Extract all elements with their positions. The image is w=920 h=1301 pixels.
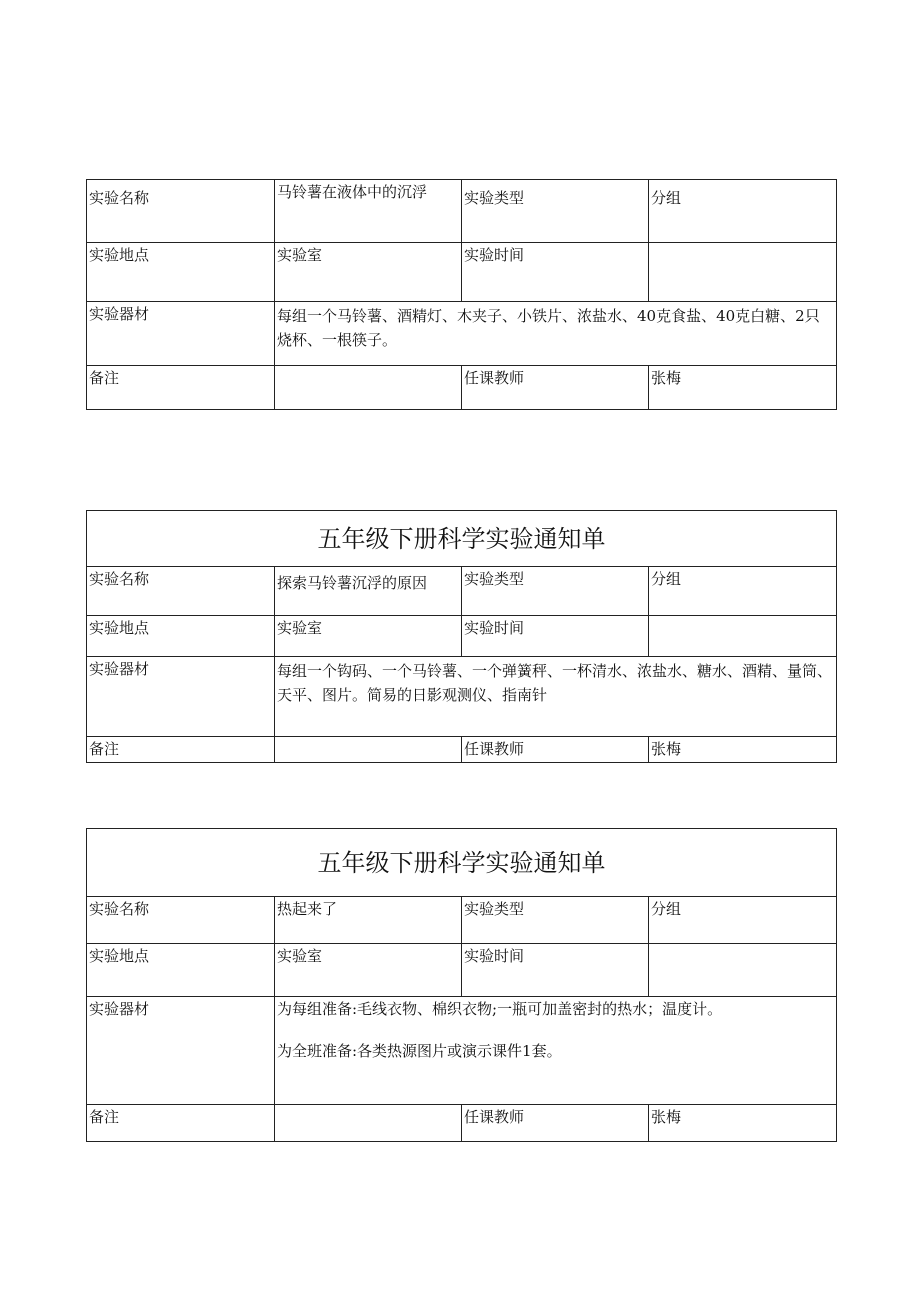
value-experiment-place: 实验室 [275,243,462,302]
value-experiment-name: 马铃薯在液体中的沉浮 [275,180,462,243]
value-notes [275,366,462,410]
equipment-paragraph: 每组一个马铃薯、酒精灯、木夹子、小铁片、浓盐水、40克食盐、40克白糖、2只烧杯、一根筷子。 [277,307,820,349]
notice-sheet-1 [86,179,837,410]
label-equipment: 实验器材 [87,302,275,366]
value-experiment-time [649,944,837,997]
label-notes: 备注 [87,737,275,763]
label-experiment-time: 实验时间 [462,616,649,657]
label-experiment-type: 实验类型 [462,897,649,944]
value-notes [275,1105,462,1142]
value-equipment [275,997,837,1105]
label-equipment: 实验器材 [87,997,275,1105]
value-experiment-place: 实验室 [275,616,462,657]
value-experiment-time [649,243,837,302]
label-experiment-time: 实验时间 [462,944,649,997]
value-experiment-type: 分组 [649,567,837,616]
sheet-title: 五年级下册科学实验通知单 [87,829,837,897]
label-experiment-type: 实验类型 [462,180,649,243]
label-experiment-name: 实验名称 [87,897,275,944]
label-experiment-name: 实验名称 [87,567,275,616]
label-experiment-place: 实验地点 [87,243,275,302]
value-notes [275,737,462,763]
equipment-paragraph: 每组一个钩码、一个马铃薯、一个弹簧秤、一杯清水、浓盐水、糖水、酒精、量筒、天平、图片。简易的日影观测仪、指南针 [277,662,833,704]
value-teacher: 张梅 [649,1105,837,1142]
value-equipment [275,657,837,737]
value-experiment-name: 热起来了 [275,897,462,944]
notice-sheet-3 [86,828,837,1142]
equipment-paragraph: 为全班准备:各类热源图片或演示课件1套。 [277,1042,562,1060]
value-teacher: 张梅 [649,737,837,763]
value-experiment-type: 分组 [649,897,837,944]
equipment-paragraph: 为每组准备:毛线衣物、棉织衣物;一瓶可加盖密封的热水；温度计。 [277,1000,723,1018]
label-teacher: 任课教师 [462,737,649,763]
value-experiment-time [649,616,837,657]
notice-sheet-2 [86,510,837,763]
label-notes: 备注 [87,1105,275,1142]
label-equipment: 实验器材 [87,657,275,737]
value-experiment-name: 探索马铃薯沉浮的原因 [275,567,462,616]
label-experiment-name: 实验名称 [87,180,275,243]
label-experiment-place: 实验地点 [87,944,275,997]
label-notes: 备注 [87,366,275,410]
label-teacher: 任课教师 [462,1105,649,1142]
value-teacher: 张梅 [649,366,837,410]
label-teacher: 任课教师 [462,366,649,410]
label-experiment-type: 实验类型 [462,567,649,616]
value-equipment [275,302,837,366]
sheet-title: 五年级下册科学实验通知单 [87,511,837,567]
label-experiment-place: 实验地点 [87,616,275,657]
label-experiment-time: 实验时间 [462,243,649,302]
value-experiment-place: 实验室 [275,944,462,997]
value-experiment-type: 分组 [649,180,837,243]
